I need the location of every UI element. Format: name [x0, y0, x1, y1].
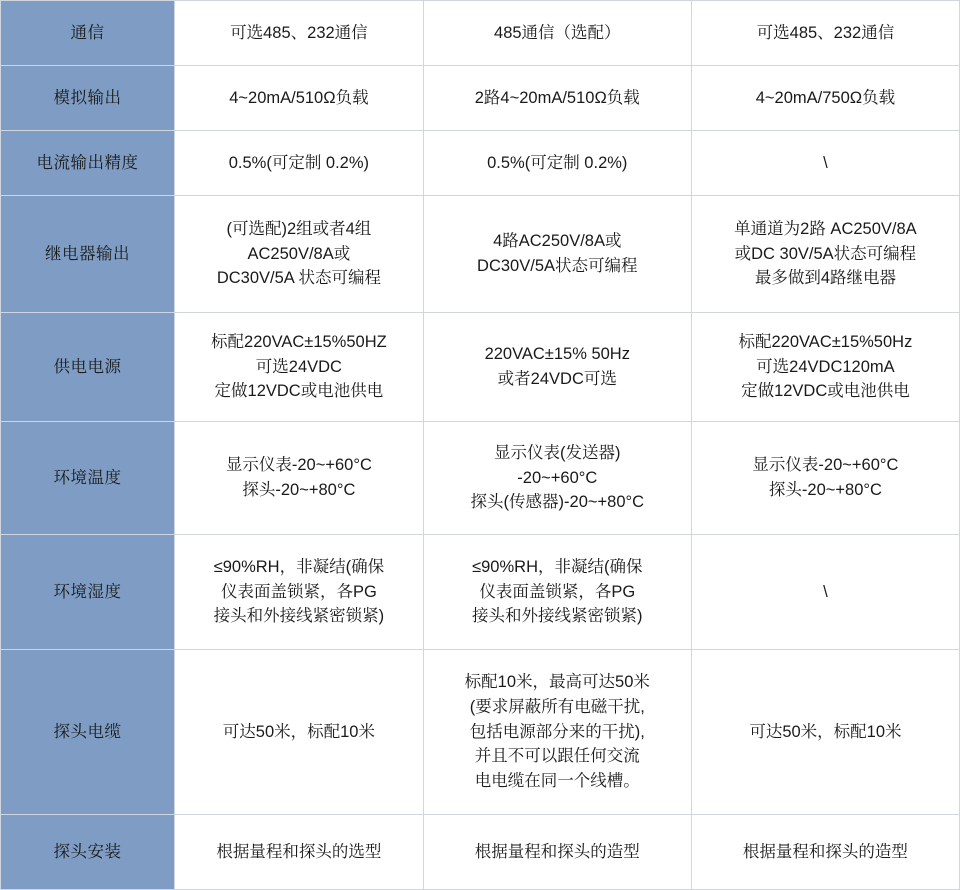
table-row — [1, 1, 960, 66]
cell-col-a: 可选485、232通信 — [175, 1, 424, 66]
cell-line: 仪表面盖锁紧，各PG — [479, 582, 636, 601]
cell-col-c: \ — [691, 535, 959, 650]
cell-line: 显示仪表-20~+60°C — [752, 456, 899, 475]
table-row — [1, 66, 960, 131]
cell-col-c — [691, 313, 959, 422]
cell-line: 探头-20~+80°C — [768, 481, 882, 499]
cell-line: 探头-20~+80°C — [242, 481, 356, 499]
cell-line: 电电缆在同一个线槽。 — [474, 772, 640, 791]
table-row — [1, 650, 960, 815]
cell-col-c: 4~20mA/750Ω负载 — [691, 66, 959, 131]
cell-col-a — [175, 313, 424, 422]
cell-col-b: 2路4~20mA/510Ω负载 — [423, 66, 691, 131]
cell-col-b — [423, 422, 691, 535]
cell-line: 定做12VDC或电池供电 — [741, 382, 910, 401]
cell-col-c: \ — [691, 131, 959, 196]
cell-line: 220VAC±15% 50Hz — [484, 345, 630, 364]
cell-line: 单通道为2路 AC250V/8A — [734, 219, 917, 238]
cell-line: 显示仪表-20~+60°C — [225, 456, 372, 475]
cell-line: (可选配)2组或者4组 — [226, 219, 372, 238]
cell-col-b: 485通信（选配） — [423, 1, 691, 66]
row-label: 环境湿度 — [1, 535, 175, 650]
row-label: 供电电源 — [1, 313, 175, 422]
cell-col-a — [175, 196, 424, 313]
cell-col-c — [691, 196, 959, 313]
cell-line: 并且不可以跟任何交流 — [474, 747, 640, 766]
cell-col-b — [423, 650, 691, 815]
cell-line: ≤90%RH，非凝结(确保 — [213, 557, 385, 576]
cell-col-c: 可选485、232通信 — [691, 1, 959, 66]
cell-col-a: 0.5%(可定制 0.2%) — [175, 131, 424, 196]
cell-col-b — [423, 535, 691, 650]
cell-line: 包括电源部分来的干扰), — [469, 722, 645, 741]
cell-line: ≤90%RH，非凝结(确保 — [472, 557, 643, 576]
cell-line: 标配220VAC±15%50HZ — [211, 332, 387, 351]
cell-line: -20~+60°C — [517, 468, 598, 487]
table-row — [1, 131, 960, 196]
table-row — [1, 815, 960, 890]
table-row — [1, 313, 960, 422]
cell-line: 接头和外接线紧密锁紧) — [213, 607, 385, 626]
cell-col-c: 可达50米，标配10米 — [691, 650, 959, 815]
cell-line: DC30V/5A 状态可编程 — [216, 269, 381, 288]
table-row — [1, 196, 960, 313]
cell-line: 4路AC250V/8A或 — [493, 232, 622, 251]
cell-col-b: 0.5%(可定制 0.2%) — [423, 131, 691, 196]
cell-col-b — [423, 196, 691, 313]
cell-line: DC30V/5A状态可编程 — [477, 257, 638, 275]
cell-col-a: 可达50米，标配10米 — [175, 650, 424, 815]
table-row — [1, 422, 960, 535]
cell-line: 探头(传感器)-20~+80°C — [470, 493, 645, 512]
row-label: 继电器输出 — [1, 196, 175, 313]
cell-col-a — [175, 535, 424, 650]
row-label: 环境温度 — [1, 422, 175, 535]
cell-col-a: 4~20mA/510Ω负载 — [175, 66, 424, 131]
row-label: 探头电缆 — [1, 650, 175, 815]
row-label: 模拟输出 — [1, 66, 175, 131]
cell-line: 或者24VDC可选 — [497, 370, 617, 388]
cell-col-c — [691, 422, 959, 535]
cell-line: 标配10米，最高可达50米 — [464, 673, 650, 692]
cell-line: 定做12VDC或电池供电 — [214, 382, 384, 401]
cell-col-b — [423, 313, 691, 422]
row-label: 探头安装 — [1, 815, 175, 890]
cell-line: 或DC 30V/5A状态可编程 — [734, 244, 917, 263]
cell-line: 标配220VAC±15%50Hz — [738, 332, 913, 351]
cell-col-a — [175, 422, 424, 535]
cell-line: (要求屏蔽所有电磁干扰, — [469, 697, 645, 716]
cell-line: 接头和外接线紧密锁紧) — [472, 607, 643, 626]
cell-line: 显示仪表(发送器) — [494, 443, 621, 462]
cell-col-a: 根据量程和探头的选型 — [175, 815, 424, 890]
row-label: 通信 — [1, 1, 175, 66]
cell-col-b: 根据量程和探头的造型 — [423, 815, 691, 890]
table-row — [1, 535, 960, 650]
cell-col-c: 根据量程和探头的造型 — [691, 815, 959, 890]
cell-line: 仪表面盖锁紧，各PG — [220, 582, 377, 601]
cell-line: AC250V/8A或 — [247, 244, 351, 263]
row-label: 电流输出精度 — [1, 131, 175, 196]
cell-line: 可选24VDC — [255, 357, 342, 376]
cell-line: 可选24VDC120mA — [756, 357, 895, 376]
cell-line: 最多做到4路继电器 — [754, 269, 897, 288]
